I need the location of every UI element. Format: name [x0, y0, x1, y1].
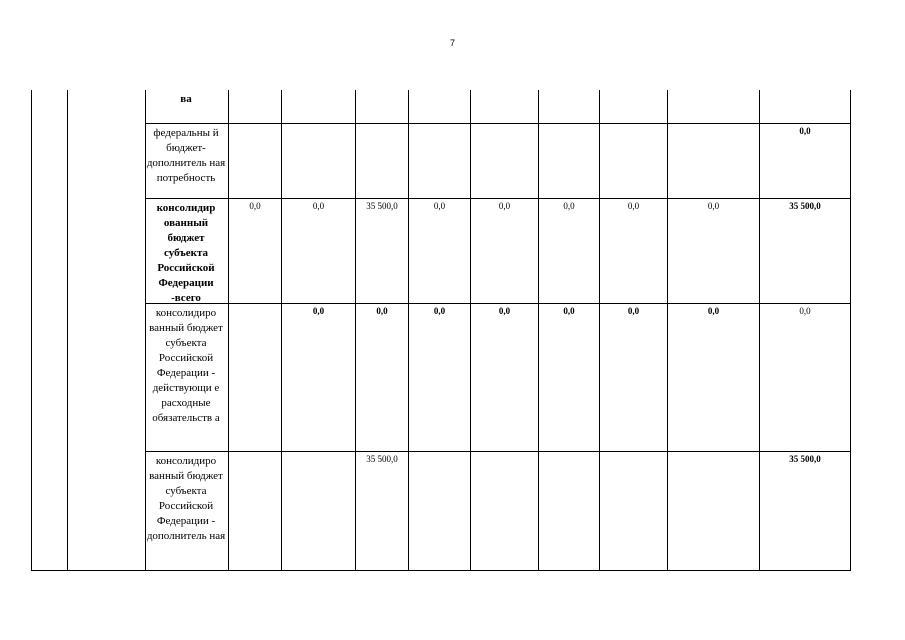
table-cell: 0,0	[312, 201, 325, 211]
row-label: консолидиро ванный бюджет субъекта Российской Федерации - действующи е расходные обязательств а	[149, 307, 223, 424]
grid-line	[538, 90, 539, 571]
table-cell: 0,0	[498, 201, 511, 211]
table-cell: 0,0	[707, 306, 720, 316]
grid-line	[31, 90, 32, 571]
grid-line	[667, 90, 668, 571]
grid-line	[145, 123, 851, 124]
table-cell: 35 500,0	[789, 201, 821, 211]
table-cell: 35 500,0	[366, 201, 398, 211]
table-cell: 0,0	[433, 201, 446, 211]
table-cell: 35 500,0	[789, 454, 821, 464]
table-cell: 0,0	[376, 306, 388, 316]
table-cell: 35 500,0	[366, 454, 398, 464]
table-cell: 0,0	[627, 306, 640, 316]
grid-line	[31, 570, 851, 571]
grid-line	[355, 90, 356, 571]
grid-line	[599, 90, 600, 571]
table-cell: 0,0	[498, 306, 511, 316]
grid-line	[145, 303, 851, 304]
row-label: консолидиро ванный бюджет субъекта Российской Федерации - дополнитель ная	[146, 455, 226, 542]
grid-line	[228, 90, 229, 571]
page-number: 7	[449, 38, 455, 48]
table-cell: 0,0	[799, 306, 811, 316]
row-label: консолидир ованный бюджет субъекта Российской Федерации -всего	[156, 202, 216, 304]
table-cell: 0,0	[249, 201, 261, 211]
grid-line	[408, 90, 409, 571]
grid-line	[67, 90, 68, 571]
table-cell: 0,0	[563, 201, 575, 211]
grid-line	[145, 198, 851, 199]
table-cell: 0,0	[799, 126, 811, 136]
row-label: ва	[180, 93, 192, 105]
table-cell: 0,0	[627, 201, 640, 211]
table-cell: 0,0	[707, 201, 720, 211]
grid-line	[850, 90, 851, 571]
grid-line	[470, 90, 471, 571]
grid-line	[145, 451, 851, 452]
grid-line	[281, 90, 282, 571]
table-cell: 0,0	[563, 306, 575, 316]
row-label: федеральны й бюджет-дополнитель ная потребность	[146, 127, 226, 184]
grid-line	[759, 90, 760, 571]
table-cell: 0,0	[433, 306, 446, 316]
table-cell: 0,0	[312, 306, 325, 316]
